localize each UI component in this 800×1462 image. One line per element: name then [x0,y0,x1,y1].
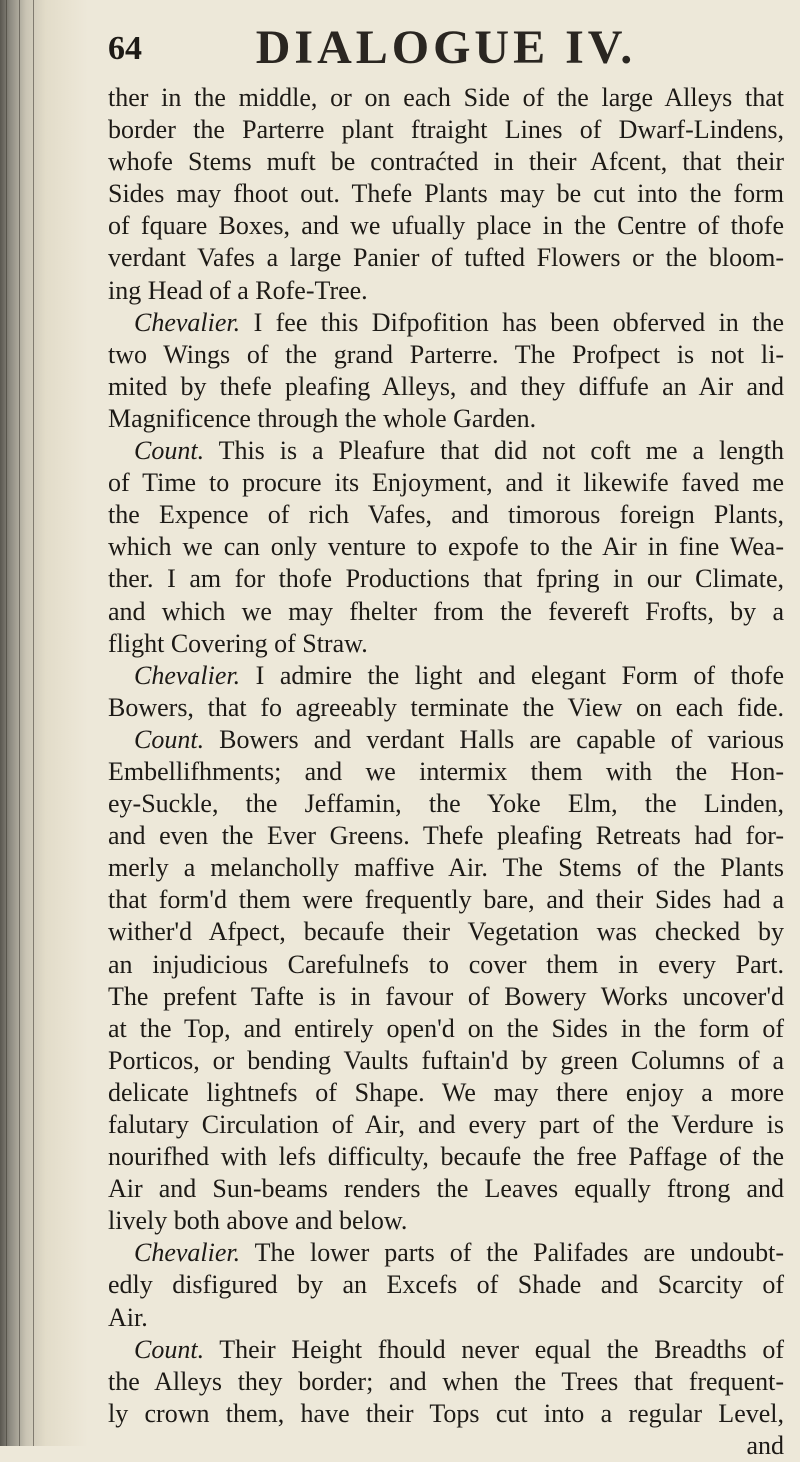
text-line: which we can only venture to expofe to the Air in fine Wea- [108,532,784,562]
text-line: Bowers, that fo agreeably terminate the View on each fide. [108,692,784,722]
speaker-name: Chevalier. [134,660,241,690]
book-binding-shadow [0,0,88,1446]
text-line [108,724,784,756]
speaker-name: Count. [134,724,205,754]
dialogue-text: I fee this Difpofition has been obferved in the [240,307,784,337]
text-line: of fquare Boxes, and we ufually place in the Centre of thofe [108,211,784,241]
speaker-name: Count. [134,1334,205,1364]
text-line: the Expence of rich Vafes, and timorous foreign Plants, [108,500,784,530]
text-line: two Wings of the grand Parterre. The Profpect is not li- [108,339,784,369]
text-line [108,660,784,692]
text-line: ey-Suckle, the Jeffamin, the Yoke Elm, the Linden, [108,789,784,819]
running-head: DIALOGUE IV. [255,21,637,74]
text-line: Magnificence through the whole Garden. [108,403,537,433]
speaker-name: Chevalier. [134,1238,241,1268]
text-line: nourifhed with lefs difficulty, becaufe the free Paffage of the [108,1142,784,1172]
page-body-text [108,82,784,1462]
text-line: The prefent Tafte is in favour of Bowery Works uncover'd [108,981,784,1011]
text-line: ing Head of a Rofe-Tree. [108,275,368,305]
text-line [108,307,784,339]
text-line: an injudicious Carefulnefs to cover them in every Part. [108,949,784,979]
text-line: ly crown them, have their Tops cut into a regular Level, [108,1398,784,1428]
binding-edge-line [33,0,34,1446]
binding-edge-line [19,0,20,1446]
text-line: Embellifhments; and we intermix them with the Hon- [108,756,784,786]
text-line: verdant Vafes a large Panier of tufted Flowers or the bloom- [108,243,784,273]
page-number: 64 [108,30,142,67]
text-line: Air. [108,1302,148,1332]
text-line: at the Top, and entirely open'd on the Sides in the form of [108,1013,784,1043]
text-line: and even the Ever Greens. Thefe pleafing Retreats had for- [108,821,784,851]
text-line: that form'd them were frequently bare, and their Sides had a [108,885,784,915]
text-line: falutary Circulation of Air, and every part of the Verdure is [108,1110,784,1139]
dialogue-text: I admire the light and elegant Form of thofe [240,660,784,690]
text-line: of Time to procure its Enjoyment, and it likewife faved me [108,468,784,498]
text-line: mited by thefe pleafing Alleys, and they diffufe an Air and [108,371,784,401]
text-line: lively both above and below. [108,1206,408,1236]
text-line [108,1334,784,1366]
text-line [108,435,784,467]
text-line: wither'd Afpect, becaufe their Vegetation was checked by [108,917,784,947]
dialogue-text: Their Height fhould never equal the Breadths of [204,1334,784,1364]
speaker-name: Chevalier. [134,307,241,337]
text-line: Air and Sun-beams renders the Leaves equally ftrong and [108,1174,784,1204]
text-line: Sides may fhoot out. Thefe Plants may be cut into the form [108,179,784,209]
text-line: border the Parterre plant ftraight Lines of Dwarf-Lindens, [108,115,784,145]
book-page [108,18,784,1462]
text-line: ther in the middle, or on each Side of the large Alleys that [108,83,784,112]
text-line: flight Covering of Straw. [108,628,368,658]
text-line: delicate lightnefs of Shape. We may there enjoy a more [108,1077,784,1107]
text-line: ther. I am for thofe Productions that fpring in our Climate, [108,564,784,594]
text-line: the Alleys they border; and when the Trees that frequent- [108,1366,784,1396]
text-line: and which we may fhelter from the fevereft Frofts, by a [108,596,784,626]
text-line: edly disfigured by an Excefs of Shade and Scarcity of [108,1270,784,1300]
catchword: and [746,1430,784,1460]
text-line: Porticos, or bending Vaults fuftain'd by green Columns of a [108,1045,784,1075]
text-line: merly a melancholly maffive Air. The Stems of the Plants [108,853,784,883]
text-line: whofe Stems muft be contraćted in their Afcent, that their [108,147,784,177]
text-line [108,1237,784,1269]
dialogue-text: The lower parts of the Palifades are undoubt- [240,1238,784,1268]
dialogue-text: Bowers and verdant Halls are capable of various [204,724,784,754]
page-header [108,18,784,78]
dialogue-text: This is a Pleafure that did not coft me a length [204,436,784,466]
speaker-name: Count. [134,436,205,466]
binding-edge-line [6,0,7,1446]
